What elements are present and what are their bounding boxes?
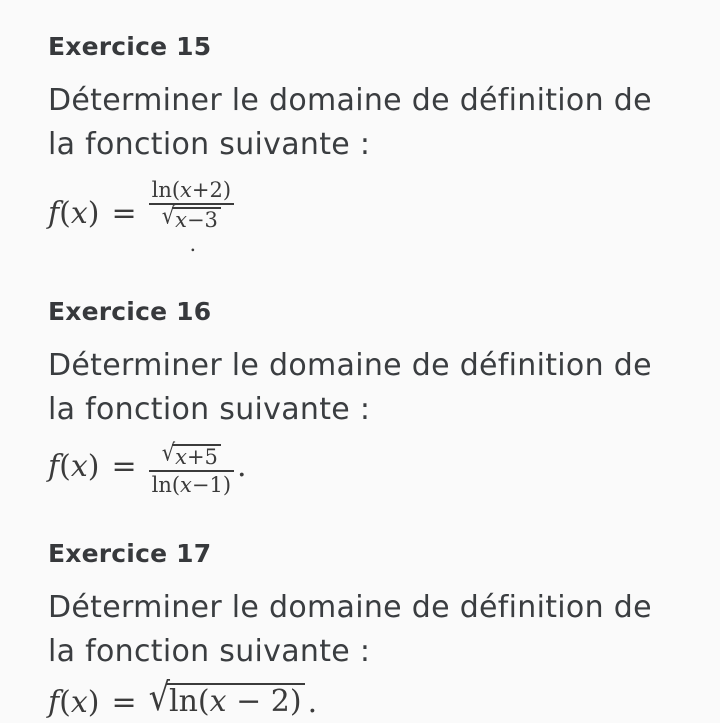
math-ln: ln( [151,473,181,498]
exercise-prompt-line2: la fonction suivante : [48,633,371,669]
math-term: −1) [191,473,232,498]
math-term: +5 [186,445,218,470]
math-square-root [161,439,221,470]
math-period: . [189,232,197,257]
math-variable: x [70,196,88,232]
exercise-title: Exercice 17 [48,538,212,568]
radicand [172,207,221,232]
radical-sign-icon: √ [161,439,176,467]
math-variable: x [70,449,88,485]
math-rparen: ) [87,449,100,485]
math-ln: ln( [151,178,181,202]
math-variable: x [70,684,88,720]
fraction-denominator [159,202,224,233]
math-variable: x [180,178,192,202]
exercise-prompt-line1: Déterminer le domaine de définition de [48,589,652,625]
radicand [166,683,305,718]
fraction-bar [149,470,234,472]
exercise-block-17 [48,540,690,721]
math-rparen: ) [87,196,100,232]
math-function-name: f [48,449,60,485]
math-square-root [161,202,221,233]
exercise-prompt-line1: Déterminer le domaine de définition de [48,348,652,384]
math-lparen: ( [59,196,71,232]
exercise-title: Exercice 15 [48,32,212,61]
fraction-numerator [159,439,224,470]
exercise-block-16 [48,297,690,498]
math-lparen: ( [59,684,71,720]
math-fraction [149,178,234,256]
math-equals-sign: = [111,684,137,720]
exercise-block-15 [48,32,690,257]
exercise-formula [48,176,690,257]
math-fraction [149,439,234,498]
math-period: . [307,684,318,720]
fraction-denominator [149,473,234,497]
math-variable: x [180,473,192,498]
exercise-formula [48,674,690,721]
exercise-title: Exercice 16 [48,297,212,327]
exercise-prompt-line2: la fonction suivante : [48,392,371,428]
fraction-numerator [149,178,234,202]
math-variable: x [175,208,187,233]
exercise-prompt-line2: la fonction suivante : [48,127,371,162]
math-variable: x [209,683,227,719]
math-ln: ln( [169,683,210,719]
math-rparen: ) [87,684,100,720]
radicand [172,444,221,469]
math-function-name: f [48,684,60,720]
math-variable: x [175,445,187,470]
math-term: +2) [191,178,232,202]
math-lparen: ( [59,449,71,485]
math-equals-sign: = [111,449,137,485]
math-term: − 2) [226,683,302,719]
radical-sign-icon: √ [148,674,171,719]
math-period: . [237,449,247,485]
exercise-prompt-line1: Déterminer le domaine de définition de [48,83,652,118]
math-equals-sign: = [111,196,137,232]
math-function-name: f [48,196,60,232]
math-square-root [148,674,305,720]
radical-sign-icon: √ [161,202,176,229]
exercise-formula [48,439,690,498]
math-term: −3 [186,208,218,233]
